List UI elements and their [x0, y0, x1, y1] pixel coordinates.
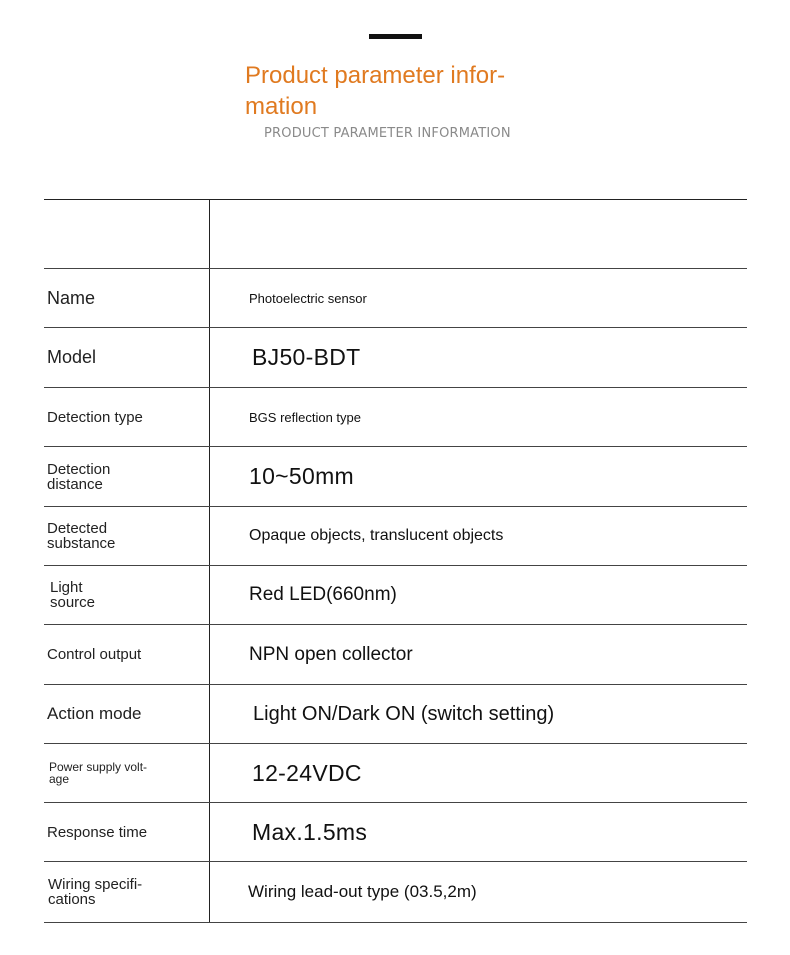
page-subtitle: PRODUCT PARAMETER INFORMATION: [264, 126, 511, 141]
table-row-light-source: [44, 566, 747, 625]
row-label-name: Name: [44, 269, 210, 327]
row-label-detection-distance-text: Detection distance: [47, 460, 111, 493]
row-label-detected-substance-text: Detected substance: [47, 520, 116, 552]
row-label-detection-type: Detection type: [44, 388, 210, 446]
header-accent-bar: [369, 34, 422, 39]
row-label-detection-distance: [44, 447, 210, 506]
page-title: Product parameter infor-mation: [245, 62, 506, 120]
row-label-power-supply-text: Power supply volt-age: [49, 760, 148, 786]
row-value-name: Photoelectric sensor: [249, 290, 367, 306]
row-label-light-source: [44, 566, 210, 624]
table-row-detection-distance: [44, 447, 747, 507]
row-value-action-mode: Light ON/Dark ON (switch setting): [253, 702, 555, 725]
table-row-action-mode: [44, 685, 747, 744]
row-label-control-output: Control output: [44, 625, 210, 684]
table-row-power-supply: [44, 744, 747, 803]
table-header-label-cell: [44, 200, 210, 268]
row-label-wiring-text: Wiring specifi-cations: [48, 876, 143, 908]
row-value-model: BJ50-BDT: [252, 344, 361, 370]
row-value-control-output: NPN open collector: [249, 643, 413, 665]
row-label-response-time: Response time: [44, 803, 210, 861]
row-label-detected-substance: [44, 507, 210, 565]
row-value-detection-type: BGS reflection type: [249, 409, 361, 425]
row-value-detected-substance: Opaque objects, translucent objects: [249, 527, 504, 544]
table-row-control-output: [44, 625, 747, 685]
table-row-detected-substance: [44, 507, 747, 566]
row-value-detection-distance: 10~50mm: [249, 463, 355, 489]
row-label-wiring: [44, 862, 210, 922]
row-value-response-time: Max.1.5ms: [252, 818, 368, 845]
row-value-power-supply: 12-24VDC: [252, 759, 362, 786]
table-row-header: [44, 200, 747, 269]
table-row-response-time: [44, 803, 747, 862]
row-label-model: Model: [44, 328, 210, 387]
row-value-light-source: Red LED(660nm): [249, 584, 397, 605]
table-header-value-cell: [210, 200, 747, 268]
table-row-model: [44, 328, 747, 388]
row-label-action-mode: Action mode: [44, 685, 210, 743]
table-row-wiring: [44, 862, 747, 923]
row-label-light-source-text: Light source: [50, 579, 96, 611]
row-value-wiring: Wiring lead-out type (03.5,2m): [248, 882, 477, 901]
table-row-detection-type: [44, 388, 747, 447]
row-label-power-supply: [44, 744, 210, 802]
parameter-table: [44, 199, 747, 923]
table-row-name: [44, 269, 747, 328]
